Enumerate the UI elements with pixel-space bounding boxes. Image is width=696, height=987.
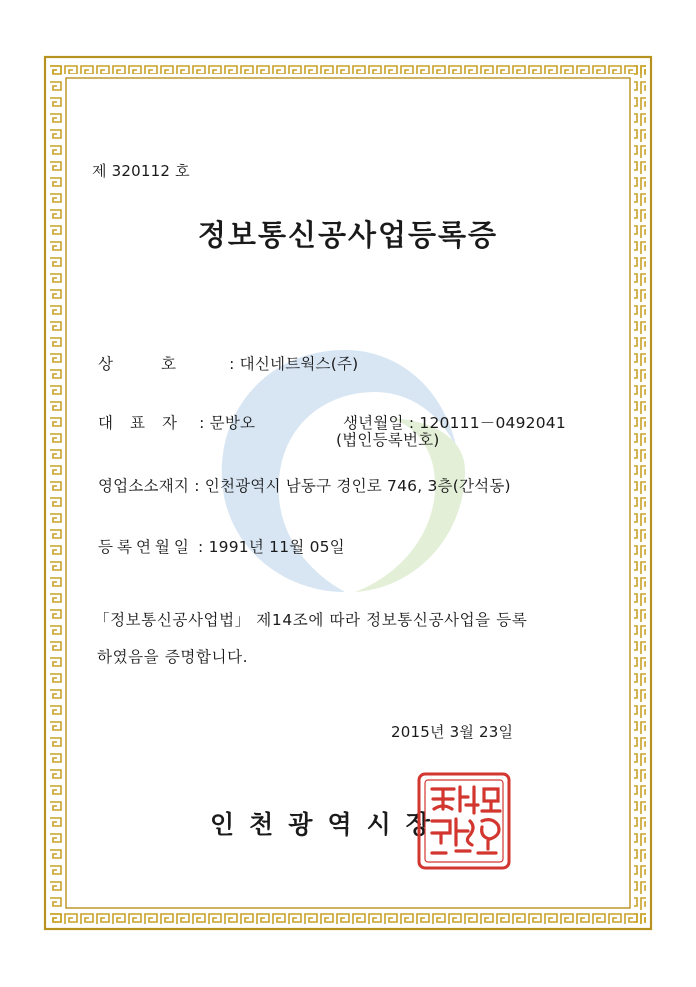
representative-label: 대표자 xyxy=(98,414,194,432)
registration-date-value: 1991년 11월 05일 xyxy=(208,538,345,556)
statement-line-2: 하였음을 증명합니다. xyxy=(97,648,249,666)
certificate-number: 제 320112 호 xyxy=(92,162,190,180)
address-separator: : xyxy=(194,477,200,495)
official-red-seal-icon xyxy=(416,771,512,871)
registration-date-label: 등록연월일 xyxy=(98,538,193,556)
trade-name-value: 대신네트웍스(주) xyxy=(239,355,359,373)
issuer-name: 인천광역시장 xyxy=(210,810,445,839)
representative-separator: : xyxy=(199,414,205,432)
page-title: 정보통신공사업등록증 xyxy=(197,218,499,252)
trade-name-label: 상호 xyxy=(98,355,224,373)
registration-date-separator: : xyxy=(198,538,204,556)
trade-name-row xyxy=(98,352,358,374)
trade-name-separator: : xyxy=(229,355,235,373)
registration-date-row xyxy=(98,535,345,557)
representative-value: 문방오 xyxy=(209,414,256,432)
representative-row xyxy=(98,411,255,433)
birth-value: 120111－0492041 xyxy=(419,414,566,432)
address-value: 인천광역시 남동구 경인로 746, 3층(간석동) xyxy=(204,477,511,495)
birth-label: 생년월일 xyxy=(343,414,404,432)
birth-separator: : xyxy=(408,414,415,432)
corporate-reg-sublabel: (법인등록번호) xyxy=(336,431,440,449)
address-label: 영업소소재지 xyxy=(98,477,190,495)
statement-line-1: 「정보통신공사업법」 제14조에 따라 정보통신공사업을 등록 xyxy=(94,611,528,629)
address-row xyxy=(98,474,511,496)
issue-date: 2015년 3월 23일 xyxy=(391,723,514,741)
